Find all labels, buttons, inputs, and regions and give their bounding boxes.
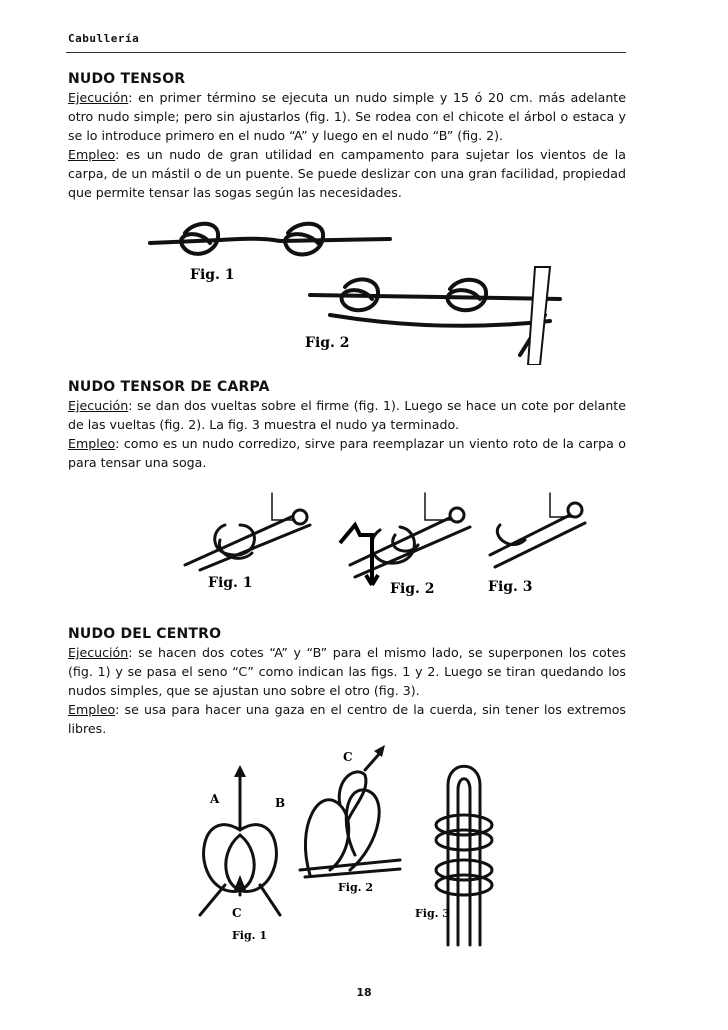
- label-c: C: [343, 750, 353, 764]
- fig-label: Fig. 2: [305, 335, 350, 351]
- empleo-paragraph: [68, 700, 626, 738]
- fig-label: Fig. 1: [232, 929, 267, 942]
- label-c: C: [232, 906, 242, 920]
- arrow-up-icon: [234, 875, 246, 890]
- page-number: 18: [356, 986, 372, 999]
- nudo-tensor-illustration: [140, 215, 580, 365]
- ejecucion-paragraph: [68, 88, 626, 145]
- empleo-term: Empleo: [68, 702, 116, 717]
- empleo-text: : como es un nudo corredizo, sirve para reemplazar un viento roto de la carpa o para tensar una soga.: [68, 436, 626, 470]
- empleo-paragraph: [68, 145, 626, 202]
- empleo-term: Empleo: [68, 147, 116, 162]
- section-title: NUDO DEL CENTRO: [68, 626, 222, 642]
- ejecucion-text: : en primer término se ejecuta un nudo simple y 15 ó 20 cm. más adelante otro nudo simple; pero sin ajustarlos (fig. 1). Se rodea con el chicote el árbol o estaca y se lo introduce primero en el nudo “A” y luego en el nudo “B” (fig. 2).: [68, 90, 626, 143]
- fig-label: Fig. 2: [390, 581, 435, 597]
- ejecucion-term: Ejecución: [68, 398, 129, 413]
- fig-label: Fig. 1: [190, 267, 235, 283]
- empleo-text: : es un nudo de gran utilidad en campamento para sujetar los vientos de la carpa, de un mástil o de un puente. Se puede deslizar con una gran facilidad, propiedad que permite tensar las sogas según las necesidades.: [68, 147, 626, 200]
- section-nudo-tensor: [68, 70, 626, 202]
- section-nudo-del-centro: [68, 625, 626, 738]
- empleo-text: : se usa para hacer una gaza en el centro de la cuerda, sin tener los extremos libres.: [68, 702, 626, 736]
- nudo-tensor-de-carpa-illustration: [180, 485, 600, 600]
- fig-label: Fig. 2: [338, 881, 373, 894]
- ejecucion-text: : se hacen dos cotes “A” y “B” para el mismo lado, se superponen los cotes (fig. 1) y se pasa el seno “C” como indican las figs. 1 y 2. Luego se tiran quedando los nudos simples, que se ajustan uno sobre el otro (fig. 3).: [68, 645, 626, 698]
- nudo-del-centro-illustration: [180, 745, 520, 950]
- label-a: A: [210, 792, 220, 806]
- label-b: B: [275, 796, 286, 810]
- section-nudo-tensor-de-carpa: [68, 378, 626, 472]
- running-header: Cabullería: [68, 32, 140, 45]
- section-title: NUDO TENSOR: [68, 71, 186, 87]
- section-title: NUDO TENSOR DE CARPA: [68, 379, 270, 395]
- ejecucion-paragraph: [68, 643, 626, 700]
- ejecucion-text: : se dan dos vueltas sobre el firme (fig. 1). Luego se hace un cote por delante de las vueltas (fig. 2). La fig. 3 muestra el nudo ya terminado.: [68, 398, 626, 432]
- ejecucion-paragraph: [68, 396, 626, 434]
- fig-label: Fig. 3: [488, 579, 533, 595]
- ejecucion-term: Ejecución: [68, 645, 129, 660]
- fig-label: Fig. 3: [415, 907, 450, 920]
- empleo-term: Empleo: [68, 436, 116, 451]
- empleo-paragraph: [68, 434, 626, 472]
- ejecucion-term: Ejecución: [68, 90, 129, 105]
- arrow-up-icon: [234, 765, 246, 777]
- header-rule: [66, 52, 626, 53]
- fig-label: Fig. 1: [208, 575, 253, 591]
